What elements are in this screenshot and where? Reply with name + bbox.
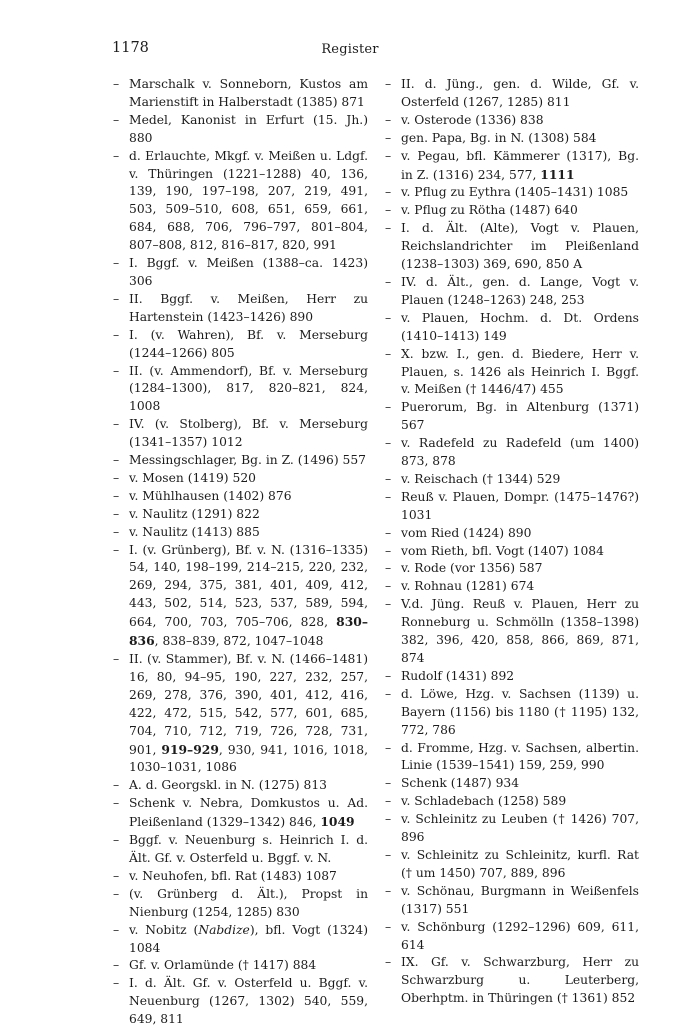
entry-text: (v. Grünberg d. Ält.), Propst in Nienburg (1254, 1285) 830 <box>129 886 368 919</box>
index-entry <box>385 310 639 346</box>
index-entry <box>385 130 639 148</box>
entry-text: v. Mühlhausen (1402) 876 <box>129 488 292 503</box>
index-entry <box>385 775 639 793</box>
index-entry <box>385 184 639 202</box>
entry-text: d. Fromme, Hzg. v. Sachsen, albertin. Linie (1539–1541) 159, 259, 990 <box>401 740 639 773</box>
running-head: Register <box>321 42 379 57</box>
entry-text: v. Naulitz (1291) 822 <box>129 506 260 521</box>
index-entry <box>113 148 368 255</box>
entry-text: Messingschlager, Bg. in Z. (1496) 557 <box>129 453 366 468</box>
index-entry <box>113 975 368 1029</box>
index-entry <box>113 506 368 524</box>
entry-text: Marschalk v. Sonneborn, Kustos am Marienstift in Halberstadt (1385) 871 <box>129 77 368 109</box>
entry-text: v. Schleinitz zu Schleinitz, kurfl. Rat († um 1450) 707, 889, 896 <box>401 847 639 880</box>
index-entry <box>113 112 368 148</box>
entry-text: v. Pflug zu Eythra (1405–1431) 1085 <box>401 185 629 200</box>
entry-text: v. Reischach († 1344) 529 <box>401 471 561 486</box>
entry-text: , 838–839, 872, 1047–1048 <box>154 634 324 649</box>
entry-text: v. Mosen (1419) 520 <box>129 470 256 485</box>
index-entry <box>113 470 368 488</box>
index-entry <box>385 435 639 471</box>
index-entry <box>385 686 639 740</box>
index-entry <box>113 542 368 651</box>
index-entry <box>113 868 368 886</box>
index-entry <box>385 489 639 525</box>
entry-text: IV. (v. Stolberg), Bf. v. Merseburg (1341–1357) 1012 <box>129 417 368 450</box>
page-ref-bold: 919–929 <box>161 741 219 757</box>
entry-text: II. Bggf. v. Meißen, Herr zu Hartenstein (1423–1426) 890 <box>129 291 368 324</box>
entry-text: vom Ried (1424) 890 <box>401 525 532 540</box>
index-entry <box>113 922 368 958</box>
index-entry <box>113 795 368 832</box>
entry-text: A. d. Georgskl. in N. (1275) 813 <box>129 778 327 793</box>
index-entry <box>113 651 368 777</box>
index-entry <box>385 954 639 1008</box>
index-entry <box>385 202 639 220</box>
entry-text: vom Rieth, bfl. Vogt (1407) 1084 <box>401 543 604 558</box>
index-entry <box>385 919 639 955</box>
entry-text: v. Schleinitz zu Leuben († 1426) 707, 896 <box>401 812 639 845</box>
index-entry <box>385 596 639 668</box>
index-entry <box>385 76 639 112</box>
entry-text: II. (v. Ammendorf), Bf. v. Merseburg (1284–1300), 817, 820–821, 824, 1008 <box>129 363 368 414</box>
entry-text: Schenk (1487) 934 <box>401 776 520 791</box>
entry-text: Rudolf (1431) 892 <box>401 668 515 683</box>
entry-text: v. Rode (vor 1356) 587 <box>401 561 543 576</box>
entry-text-italic: Nabdize <box>198 922 250 937</box>
entry-text: I. d. Ält. (Alte), Vogt v. Plauen, Reichslandrichter im Pleißenland (1238–1303) 369, 690, 850 A <box>401 221 639 272</box>
entry-text: ), bfl. Vogt (1324) 1084 <box>129 922 368 955</box>
index-entry <box>385 668 639 686</box>
index-entry <box>113 452 368 470</box>
index-entry <box>113 524 368 542</box>
page-ref-bold: 1049 <box>320 814 355 830</box>
index-entry <box>385 220 639 274</box>
index-entry <box>385 525 639 543</box>
entry-text: Schenk v. Nebra, Domkustos u. Ad. Pleißenland (1329–1342) 846, <box>129 796 368 830</box>
index-entry <box>113 363 368 417</box>
index-entry <box>385 883 639 919</box>
entry-text: IV. d. Ält., gen. d. Lange, Vogt v. Plauen (1248–1263) 248, 253 <box>401 274 639 307</box>
entry-text: d. Erlauchte, Mkgf. v. Meißen u. Ldgf. v. Thüringen (1221–1288) 40, 136, 139, 190, 197–198, 207, 219, 491, 503, 509–510, 608, 651, 659, 661, 684, 688, 706, 796–797, 801–804, 807–808, 812, 816–817, 820, 991 <box>129 148 368 253</box>
entry-text: gen. Papa, Bg. in N. (1308) 584 <box>401 130 597 145</box>
index-entry <box>385 793 639 811</box>
entry-text: X. bzw. I., gen. d. Biedere, Herr v. Plauen, s. 1426 als Heinrich I. Bggf. v. Meißen († 1446/47) 455 <box>401 346 639 397</box>
entry-text: v. Nobitz ( <box>129 922 199 937</box>
index-entry <box>113 291 368 327</box>
index-entry <box>385 740 639 776</box>
entry-text: I. d. Ält. Gf. v. Osterfeld u. Bggf. v. Neuenburg (1267, 1302) 540, 559, 649, 811 <box>129 976 368 1027</box>
entry-text: I. (v. Grünberg), Bf. v. N. (1316–1335) 54, 140, 198–199, 214–215, 220, 232, 269, 294, 375, 381, 401, 409, 412, 443, 502, 514, 523, 537, 589, 594, 664, 700, 703, 705–706, 828, <box>129 542 368 630</box>
entry-text: v. Pegau, bfl. Kämmerer (1317), Bg. in Z. (1316) 234, 577, <box>401 148 639 182</box>
entry-text: v. Rohnau (1281) 674 <box>401 579 535 594</box>
entry-text: I. Bggf. v. Meißen (1388–ca. 1423) 306 <box>129 256 368 288</box>
index-entry <box>113 327 368 363</box>
index-entry <box>385 543 639 561</box>
entry-text: I. (v. Wahren), Bf. v. Merseburg (1244–1266) 805 <box>129 327 368 360</box>
index-entry <box>113 957 368 975</box>
index-column-left <box>113 76 368 1029</box>
index-entry <box>113 416 368 452</box>
entry-text: v. Neuhofen, bfl. Rat (1483) 1087 <box>129 868 337 883</box>
entry-text: Reuß v. Plauen, Dompr. (1475–1476?) 1031 <box>401 489 639 522</box>
index-entry <box>385 560 639 578</box>
entry-text: v. Schönburg (1292–1296) 609, 611, 614 <box>401 919 639 952</box>
index-entry <box>113 832 368 868</box>
index-entry <box>385 811 639 847</box>
index-entry <box>113 255 368 291</box>
index-entry <box>113 76 368 112</box>
entry-text: v. Radefeld zu Radefeld (um 1400) 873, 878 <box>401 436 639 469</box>
entry-text: v. Plauen, Hochm. d. Dt. Ordens (1410–1413) 149 <box>401 310 639 343</box>
entry-text: v. Naulitz (1413) 885 <box>129 524 260 539</box>
entry-text: v. Osterode (1336) 838 <box>401 112 544 127</box>
entry-text: v. Schönau, Burgmann in Weißenfels (1317) 551 <box>401 883 639 916</box>
index-entry <box>385 578 639 596</box>
index-entry <box>385 847 639 883</box>
page-ref-bold: 1111 <box>540 166 575 182</box>
index-entry <box>385 112 639 130</box>
entry-text: V.d. Jüng. Reuß v. Plauen, Herr zu Ronneburg u. Schmölln (1358–1398) 382, 396, 420, 858, 866, 869, 871, 874 <box>401 597 639 665</box>
entry-text: , 930, 941, 1016, 1018, 1030–1031, 1086 <box>129 742 368 775</box>
entry-text: v. Schladebach (1258) 589 <box>401 794 567 809</box>
page-number: 1178 <box>112 40 149 56</box>
entry-text: Medel, Kanonist in Erfurt (15. Jh.) 880 <box>129 112 368 145</box>
entry-text: d. Löwe, Hzg. v. Sachsen (1139) u. Bayern (1156) bis 1180 († 1195) 132, 772, 786 <box>401 686 639 737</box>
entry-text: v. Pflug zu Rötha (1487) 640 <box>401 203 578 218</box>
entry-text: II. d. Jüng., gen. d. Wilde, Gf. v. Osterfeld (1267, 1285) 811 <box>401 77 639 109</box>
index-column-right <box>385 76 639 1008</box>
entry-text: Gf. v. Orlamünde († 1417) 884 <box>129 958 317 973</box>
index-entry <box>385 399 639 435</box>
index-entry <box>385 148 639 185</box>
entry-text: II. (v. Stammer), Bf. v. N. (1466–1481) 16, 80, 94–95, 190, 227, 232, 257, 269, 278, 376, 390, 401, 412, 416, 422, 472, 515, 542, 577, 601, 685, 704, 710, 712, 719, 726, 728, 731, 901, <box>129 652 368 757</box>
entry-text: IX. Gf. v. Schwarzburg, Herr zu Schwarzburg u. Leuterberg, Oberhptm. in Thüringen († 1361) 852 <box>401 955 639 1006</box>
entry-text: Puerorum, Bg. in Altenburg (1371) 567 <box>401 400 639 433</box>
index-entry <box>385 346 639 400</box>
index-entry <box>385 274 639 310</box>
entry-text: Bggf. v. Neuenburg s. Heinrich I. d. Ält. Gf. v. Osterfeld u. Bggf. v. N. <box>129 833 368 865</box>
page-ref-bold: 830–836 <box>129 614 368 649</box>
index-entry <box>113 886 368 922</box>
index-entry <box>113 777 368 795</box>
index-entry <box>385 471 639 489</box>
index-entry <box>113 488 368 506</box>
